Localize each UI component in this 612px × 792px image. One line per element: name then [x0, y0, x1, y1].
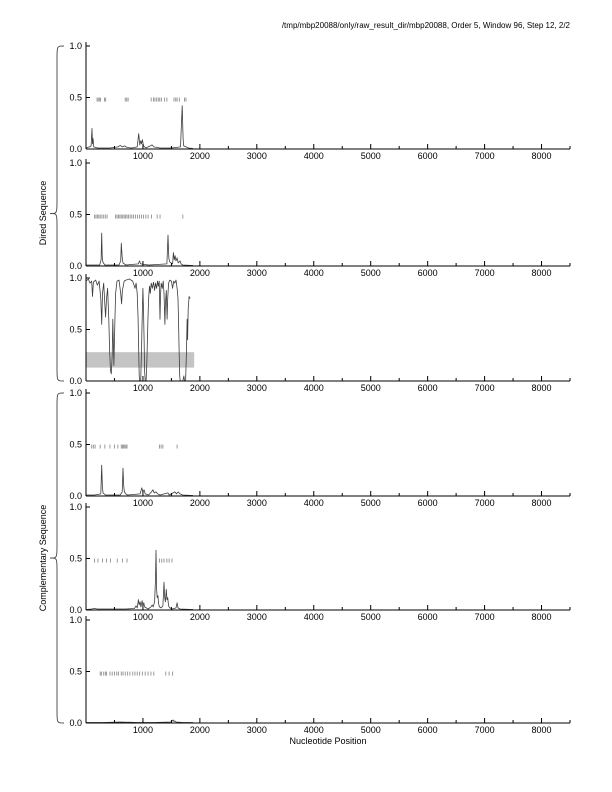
y-tick-label: 0.0	[69, 376, 82, 386]
x-tick-label: 7000	[474, 151, 495, 161]
profile-line	[86, 106, 193, 149]
x-tick-label: 5000	[360, 498, 381, 508]
curly-brace-complementary-group	[50, 393, 64, 723]
x-tick-label: 4000	[303, 725, 324, 735]
x-tick-label: 7000	[474, 383, 495, 393]
x-tick-label: 8000	[531, 151, 552, 161]
subplot-4	[69, 388, 570, 508]
x-tick-label: 1000	[132, 383, 153, 393]
subplot-3	[69, 273, 570, 393]
group-label-dried-sequence: Dired Sequence	[38, 180, 48, 246]
x-tick-label: 2000	[189, 612, 210, 622]
x-tick-label: 5000	[360, 151, 381, 161]
x-tick-label: 6000	[417, 383, 438, 393]
x-tick-label: 7000	[474, 725, 495, 735]
subplot-6	[69, 615, 570, 735]
x-tick-label: 2000	[189, 383, 210, 393]
x-tick-label: 2000	[189, 268, 210, 278]
position-marks	[95, 559, 172, 563]
x-tick-label: 6000	[417, 498, 438, 508]
x-tick-label: 2000	[189, 151, 210, 161]
y-tick-label: 0.0	[69, 491, 82, 501]
x-tick-label: 6000	[417, 612, 438, 622]
y-tick-label: 0.5	[69, 209, 82, 220]
x-tick-label: 8000	[531, 725, 552, 735]
y-tick-label: 0.0	[69, 718, 82, 728]
profile-line	[86, 720, 193, 723]
axes	[86, 42, 570, 149]
group-label-complementary-sequence: Complementary Sequence	[38, 504, 48, 612]
y-tick-label: 0.5	[69, 324, 82, 335]
position-marks	[97, 98, 186, 102]
x-tick-label: 3000	[246, 612, 267, 622]
x-tick-label: 3000	[246, 383, 267, 393]
x-tick-label: 8000	[531, 268, 552, 278]
x-tick-label: 4000	[303, 498, 324, 508]
y-tick-label: 0.5	[69, 92, 82, 103]
y-tick-label: 1.0	[69, 41, 82, 51]
x-tick-label: 7000	[474, 498, 495, 508]
x-tick-label: 1000	[132, 151, 153, 161]
x-tick-label: 1000	[132, 498, 153, 508]
x-tick-label: 5000	[360, 383, 381, 393]
position-marks	[100, 672, 172, 676]
x-tick-label: 1000	[132, 268, 153, 278]
y-tick-label: 0.0	[69, 144, 82, 154]
position-marks	[92, 445, 177, 449]
x-tick-label: 3000	[246, 151, 267, 161]
x-tick-label: 8000	[531, 383, 552, 393]
x-tick-label: 6000	[417, 151, 438, 161]
subplot-2	[69, 158, 570, 278]
x-tick-label: 7000	[474, 612, 495, 622]
page-title: /tmp/mbp20088/only/raw_result_dir/mbp20088, Order 5, Window 96, Step 12, 2/2	[281, 21, 570, 30]
x-axis-title: Nucleotide Position	[289, 736, 367, 746]
x-tick-label: 1000	[132, 725, 153, 735]
x-tick-label: 4000	[303, 383, 324, 393]
y-tick-label: 0.5	[69, 553, 82, 564]
y-tick-label: 0.5	[69, 666, 82, 677]
x-tick-label: 4000	[303, 612, 324, 622]
x-tick-label: 6000	[417, 725, 438, 735]
subplot-1	[69, 41, 570, 161]
x-tick-label: 6000	[417, 268, 438, 278]
axes	[86, 159, 570, 266]
threshold-band	[86, 352, 194, 367]
x-tick-label: 8000	[531, 612, 552, 622]
x-tick-label: 5000	[360, 612, 381, 622]
axes	[86, 389, 570, 496]
axes	[86, 503, 570, 610]
x-tick-label: 3000	[246, 498, 267, 508]
profile-line	[86, 465, 193, 495]
position-marks	[95, 215, 183, 219]
x-tick-label: 2000	[189, 498, 210, 508]
x-tick-label: 3000	[246, 725, 267, 735]
subplot-5	[69, 502, 570, 622]
x-tick-label: 5000	[360, 725, 381, 735]
x-tick-label: 1000	[132, 612, 153, 622]
x-tick-label: 4000	[303, 151, 324, 161]
x-tick-label: 8000	[531, 498, 552, 508]
x-tick-label: 3000	[246, 268, 267, 278]
y-tick-label: 1.0	[69, 615, 82, 625]
y-tick-label: 1.0	[69, 502, 82, 512]
x-tick-label: 4000	[303, 268, 324, 278]
axes	[86, 616, 570, 723]
curly-brace-dried-group	[50, 46, 64, 381]
y-tick-label: 1.0	[69, 388, 82, 398]
y-tick-label: 0.0	[69, 261, 82, 271]
profile-line	[86, 233, 193, 266]
y-tick-label: 1.0	[69, 158, 82, 168]
y-tick-label: 1.0	[69, 273, 82, 283]
x-tick-label: 7000	[474, 268, 495, 278]
y-tick-label: 0.0	[69, 605, 82, 615]
y-tick-label: 0.5	[69, 439, 82, 450]
x-tick-label: 2000	[189, 725, 210, 735]
x-tick-label: 5000	[360, 268, 381, 278]
